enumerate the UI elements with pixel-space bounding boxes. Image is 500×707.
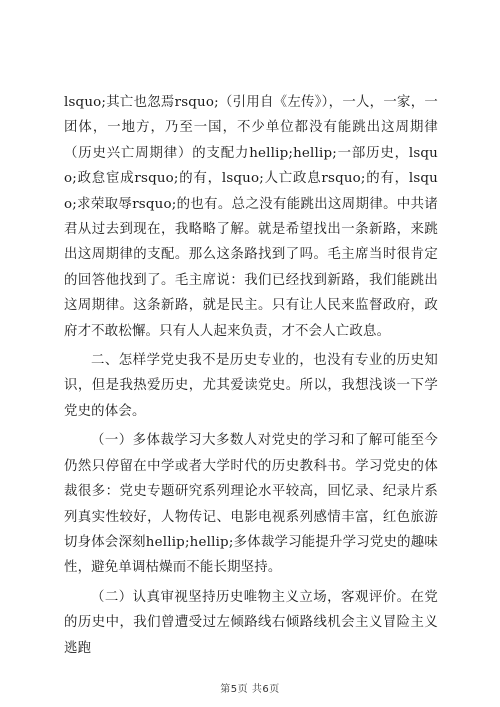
- paragraph-1: lsquo;其亡也忽焉rsquo;（引用自《左传》），一人，一家，一团体，一地方，乃至一国，不少单位都没有能跳出这周期律（历史兴亡周期律）的支配力hellip;hellip;一部历史，lsquo;政怠宦成rsquo;的有，lsquo;人亡政息rsquo;的有，lsquo;求荣取辱rsquo;的也有。总之没有能跳出这周期律。中共诸君从过去到现在，我略略了解。就是希望找出一条新路，来跳出这周期律的支配。那么这条路找到了吗。毛主席当时很肯定的回答他找到了。毛主席说：我们已经找到新路，我们能跳出这周期律。这条新路，就是民主。只有让人民来监督政府，政府才不敢松懈。只有人人起来负责，才不会人亡政息。: [64, 95, 438, 339]
- paragraph-4: （二）认真审视坚持历史唯物主义立场，客观评价。在党的历史中，我们曾遭受过左倾路线右倾路线机会主义冒险主义逃跑: [64, 589, 438, 656]
- paragraph-3: （一）多体裁学习大多数人对党史的学习和了解可能至今仍然只停留在中学或者大学时代的历史教科书。学习党史的体裁很多：党史专题研究系列理论水平较高，回忆录、纪录片系列真实性较好，人物传记、电影电视系列感情丰富，红色旅游切身体会深刻hellip;hellip;多体裁学习能提升学习党史的趣味性，避免单调枯燥而不能长期坚持。: [64, 433, 438, 576]
- paragraph-2: 二、怎样学党史我不是历史专业的，也没有专业的历史知识，但是我热爱历史，尤其爱读党史。所以，我想浅谈一下学党史的体会。: [64, 353, 438, 419]
- page-number-footer: 第5页 共6页: [220, 684, 280, 695]
- document-body: [64, 90, 438, 661]
